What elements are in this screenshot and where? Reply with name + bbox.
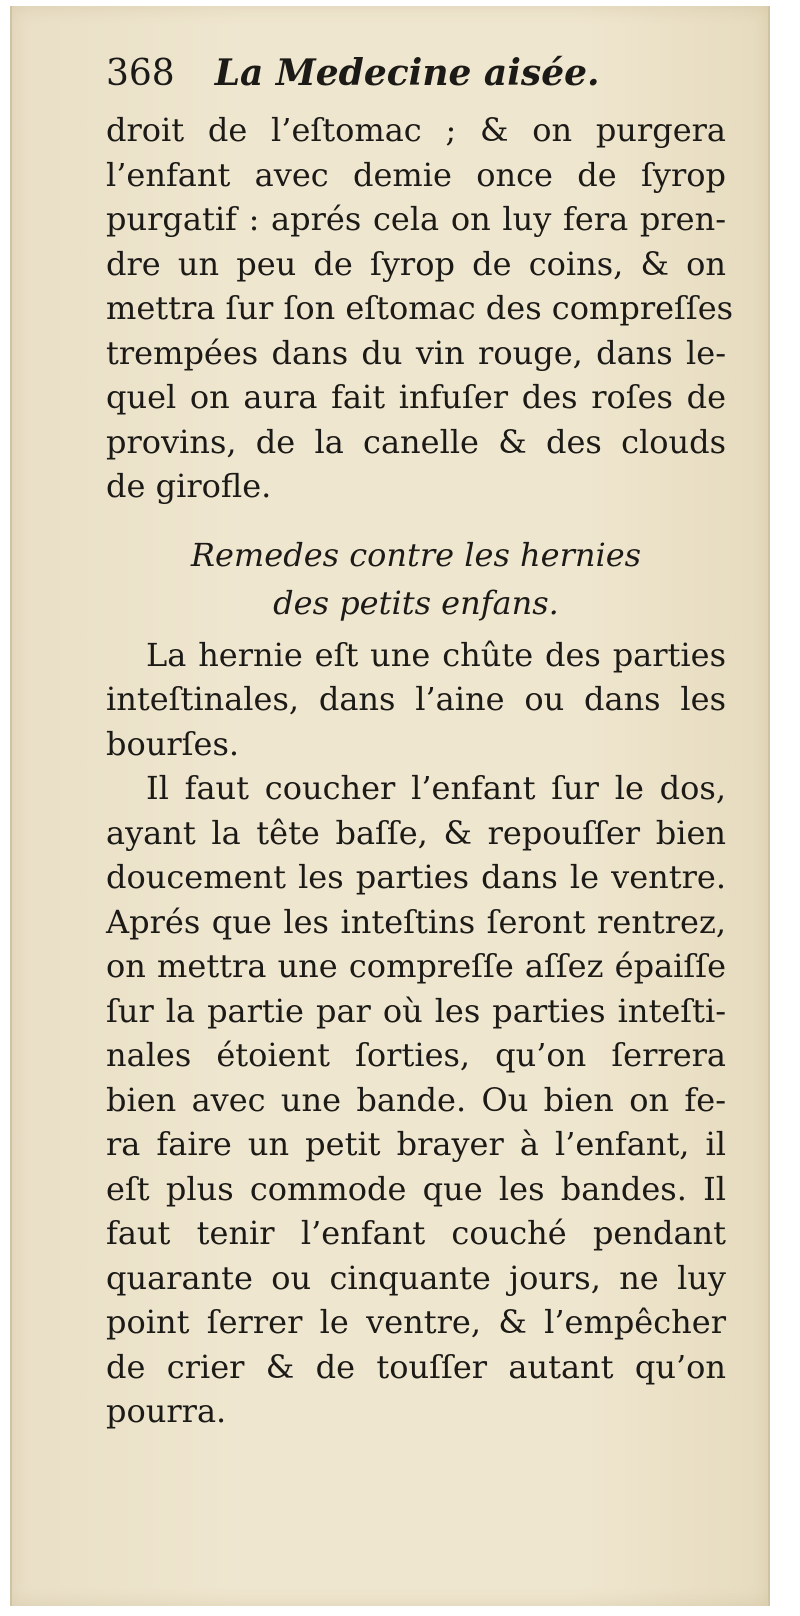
text-line: quel on aura fait infuſer des roſes de — [106, 378, 726, 416]
text-line: pourra. — [106, 1392, 227, 1430]
section-heading-line: Remedes contre les hernies — [190, 535, 642, 574]
text-line: ſur la partie par où les parties inteſti- — [106, 991, 726, 1030]
text-line: ayant la tête baſſe, & repouſſer bien — [106, 813, 726, 852]
text-line: bourſes. — [106, 724, 240, 763]
text-line: droit de l’eſtomac ; & on purgera — [106, 111, 726, 149]
running-title: La Medecine aisée. — [214, 52, 600, 94]
text-line: La hernie eſt une chûte des parties — [146, 635, 726, 674]
section-heading-line: des petits enfans. — [273, 583, 559, 622]
text-line: doucement les parties dans le ventre. — [106, 858, 726, 896]
paragraph-3 — [106, 766, 726, 1434]
text-line: point ſerrer le ventre, & l’empêcher — [106, 1303, 726, 1341]
page-number: 368 — [106, 53, 175, 94]
text-line: dre un peu de ſyrop de coins, & on — [106, 244, 726, 283]
running-header — [106, 52, 726, 108]
page-edge-left — [10, 6, 12, 1606]
text-line: de girofle. — [106, 467, 272, 505]
section-heading — [106, 531, 726, 627]
text-line: on mettra une compreſſe aſſez épaiſſe — [106, 947, 726, 985]
text-line: bien avec une bande. Ou bien on fe- — [106, 1080, 726, 1119]
text-line: trempées dans du vin rouge, dans le- — [106, 333, 726, 372]
page-edge-right — [768, 6, 770, 1606]
text-line: Aprés que les inteſtins ſeront rentrez, — [106, 902, 726, 941]
text-line: ra faire un petit brayer à l’enfant, il — [106, 1125, 726, 1163]
text-line: eſt plus commode que les bandes. Il — [106, 1169, 726, 1208]
text-line: purgatif : aprés cela on luy fera pren- — [106, 200, 726, 238]
page-text — [106, 52, 734, 1434]
paragraph-2 — [106, 633, 726, 767]
text-line: nales étoient ſorties, qu’on ſerrera — [106, 1036, 726, 1074]
text-line: de crier & de touſſer autant qu’on — [106, 1347, 726, 1386]
text-line: Il faut coucher l’enfant ſur le dos, — [146, 769, 726, 807]
text-line: mettra ſur ſon eſtomac des compreſſes — [106, 289, 734, 327]
text-line: inteſtinales, dans l’aine ou dans les — [106, 680, 726, 718]
text-line: l’enfant avec demie once de ſyrop — [106, 155, 726, 194]
text-line: provins, de la canelle & des clouds — [106, 422, 726, 461]
text-line: faut tenir l’enfant couché pendant — [106, 1214, 726, 1252]
paragraph-1 — [106, 108, 734, 509]
text-line: quarante ou cinquante jours, ne luy — [106, 1258, 726, 1297]
